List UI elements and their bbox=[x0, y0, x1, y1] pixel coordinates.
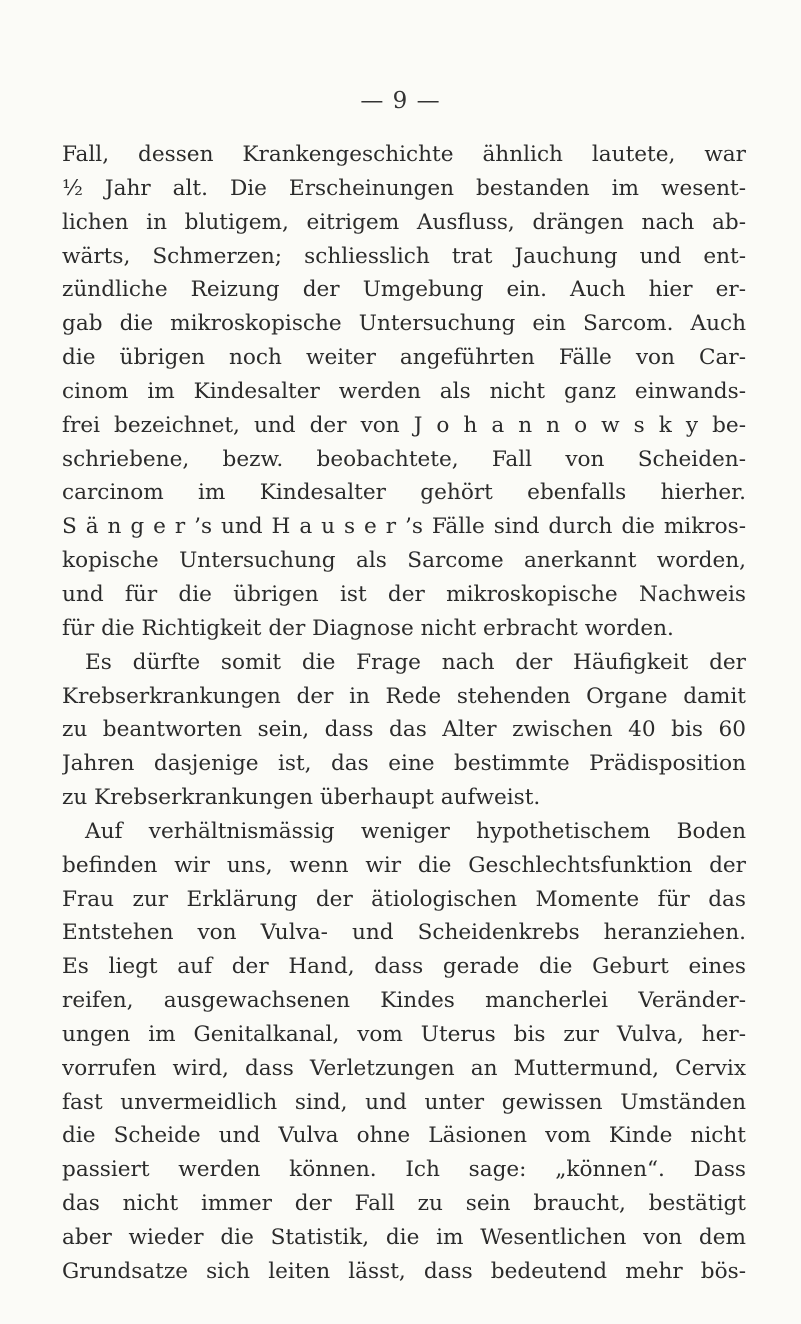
text-line: für die Richtigkeit der Diagnose nicht erbracht worden. bbox=[62, 615, 674, 641]
text-line: die übrigen noch weiter angeführten Fälle von Car- bbox=[62, 345, 746, 371]
text-line: frei bezeichnet, und der von J o h a n n o w s k y be- bbox=[62, 412, 746, 438]
text-line: befinden wir uns, wenn wir die Geschlechtsfunktion der bbox=[62, 852, 746, 878]
text-line: vorrufen wird, dass Verletzungen an Muttermund, Cervix bbox=[62, 1055, 746, 1081]
text-line: gab die mikroskopische Untersuchung ein Sarcom. Auch bbox=[62, 311, 746, 337]
text-line: lichen in blutigem, eitrigem Ausfluss, drängen nach ab- bbox=[62, 209, 746, 235]
text-line: carcinom im Kindesalter gehört ebenfalls hierher. bbox=[62, 480, 746, 506]
text-line: fast unvermeidlich sind, und unter gewissen Umständen bbox=[62, 1089, 746, 1115]
text-line: zu Krebserkrankungen überhaupt aufweist. bbox=[62, 785, 541, 811]
text-line: wärts, Schmerzen; schliesslich trat Jauchung und ent- bbox=[62, 243, 746, 269]
text-line: Entstehen von Vulva- und Scheidenkrebs heranziehen. bbox=[62, 920, 746, 946]
text-line: ½ Jahr alt. Die Erscheinungen bestanden im wesent- bbox=[62, 175, 746, 201]
text-line: cinom im Kindesalter werden als nicht ganz einwands- bbox=[62, 378, 746, 404]
text-line: Jahren dasjenige ist, das eine bestimmte Prädisposition bbox=[62, 751, 746, 777]
text-line: zündliche Reizung der Umgebung ein. Auch hier er- bbox=[62, 277, 746, 303]
text-line: kopische Untersuchung als Sarcome anerkannt worden, bbox=[62, 548, 746, 574]
text-line: aber wieder die Statistik, die im Wesentlichen von dem bbox=[62, 1225, 746, 1250]
body-text bbox=[62, 138, 746, 1289]
text-line: S ä n g e r ’s und H a u s e r ’s Fälle sind durch die mikros- bbox=[62, 514, 746, 540]
text-line: Frau zur Erklärung der ätiologischen Momente für das bbox=[62, 886, 746, 912]
text-line: Es liegt auf der Hand, dass gerade die Geburt eines bbox=[62, 954, 746, 980]
text-line: ungen im Genitalkanal, vom Uterus bis zur Vulva, her- bbox=[62, 1021, 746, 1047]
text-line: zu beantworten sein, dass das Alter zwischen 40 bis 60 bbox=[62, 717, 746, 743]
text-line: reifen, ausgewachsenen Kindes mancherlei Veränder- bbox=[62, 988, 746, 1014]
text-line: Fall, dessen Krankengeschichte ähnlich lautete, war bbox=[62, 142, 746, 167]
page-number: — 9 — bbox=[360, 88, 441, 114]
text-line: Grundsatze sich leiten lässt, dass bedeutend mehr bös- bbox=[62, 1258, 746, 1284]
text-line: passiert werden können. Ich sage: „können“. Dass bbox=[62, 1157, 746, 1183]
text-line: Auf verhältnismässig weniger hypothetischem Boden bbox=[85, 818, 746, 844]
text-line: schriebene, bezw. beobachtete, Fall von Scheiden- bbox=[62, 446, 746, 472]
text-line: und für die übrigen ist der mikroskopische Nachweis bbox=[62, 581, 746, 607]
text-line: Krebserkrankungen der in Rede stehenden Organe damit bbox=[62, 683, 746, 709]
text-line: Es dürfte somit die Frage nach der Häufigkeit der bbox=[85, 649, 746, 675]
text-line: das nicht immer der Fall zu sein braucht, bestätigt bbox=[62, 1191, 746, 1217]
text-line: die Scheide und Vulva ohne Läsionen vom Kinde nicht bbox=[62, 1123, 746, 1149]
